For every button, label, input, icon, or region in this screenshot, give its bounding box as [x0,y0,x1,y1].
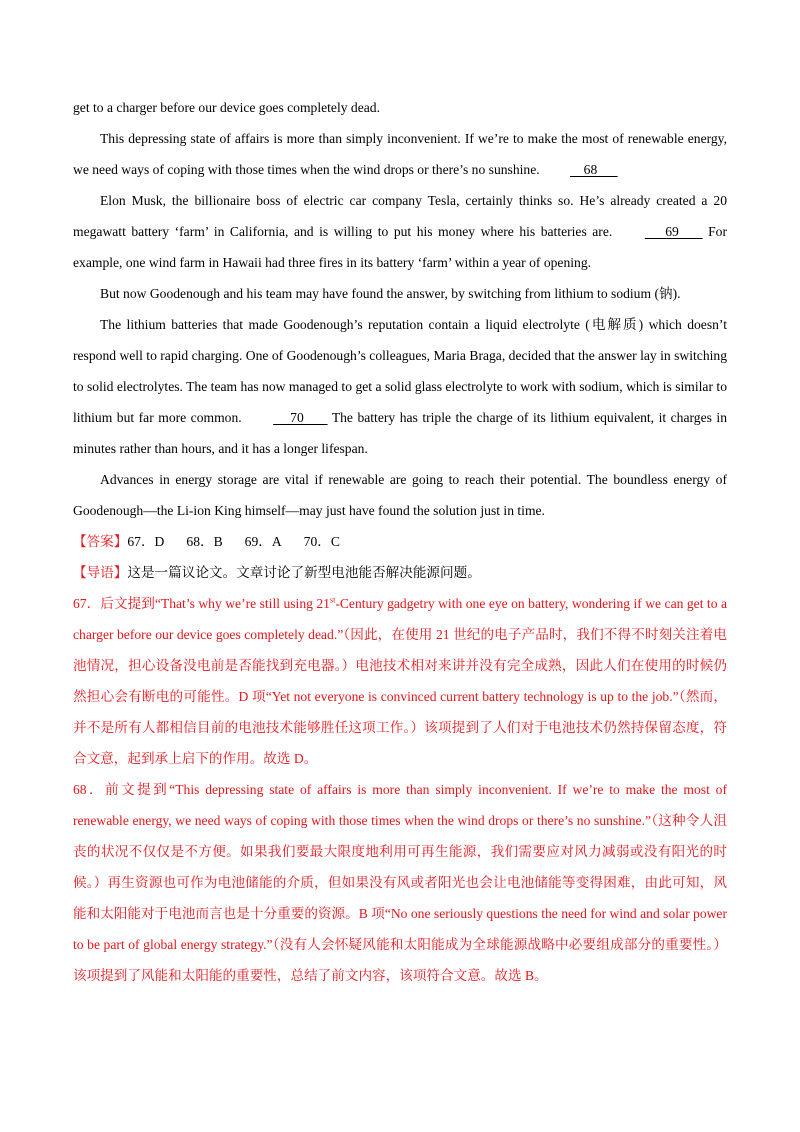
explanation-text: 67．后文提到“That’s why we’re still using 21 [73,596,330,611]
passage-paragraph-4 [73,309,727,464]
passage-text: The battery has triple the charge of its lithium equivalent, it charges in minutes rather than hours, and it has a longer lifespan. [73,410,727,456]
passage-text: Elon Musk, the billionaire boss of electric car company Tesla, certainly thinks so. He’s already created a 20 megawatt battery ‘farm’ in California, and is willing to put his money where his batteries are. [73,193,727,239]
guide-line [73,557,727,588]
passage-paragraph-0: get to a charger before our device goes completely dead. [73,100,380,115]
passage-paragraph-3: But now Goodenough and his team may have found the answer, by switching from lithium to sodium (钠). [100,286,681,301]
passage-paragraph-5: Advances in energy storage are vital if renewable are going to reach their potential. The boundless energy of Goodenough—the Li-ion King himself—may just have found the solution just in time. [73,472,727,518]
answer-item: 70．C [303,534,340,549]
guide-label: 【导语】 [73,565,128,580]
passage-paragraph-2 [73,185,727,278]
answer-item: 68．B [186,534,223,549]
explanation-text: -Century gadgetry with one eye on battery, wondering if we can get to a charger before our device goes completely dead.”（因此，在使用 21 世纪的电子产品时，我们不得不时刻关注着电池情况，担心设备没电前是否能找到充电器。）电池技术相对来讲并没有完全成熟，因此人们在使用的时候仍然担心会有断电的可能性。D 项“Yet not everyone is convinced current battery technology is up to the job.”（然而，并不是所有人都相信目前的电池技术能够胜任这项工作。）该项提到了人们对于电池技术仍然持保留态度，符合文意，起到承上启下的作用。故选 D。 [73,596,727,766]
passage-text: The lithium batteries that made Goodenough’s reputation contain a liquid electrolyte (电解质) which doesn’t respond well to rapid charging. One of Goodenough’s colleagues, Maria Braga, decided that the answer lay in switching to solid electrolytes. The team has now managed to get a solid glass electrolyte to work with sodium, which is similar to lithium but far more common. [73,317,727,425]
passage-paragraph-1 [73,123,727,185]
blank-69: 69 [644,224,703,239]
explanation-68: 68．前文提到“This depressing state of affairs is more than simply inconvenient. If we’re to make the most of renewable energy, we need ways of coping with those times when the wind drops or there’s no sunshine.”（这种令人沮丧的状况不仅仅是不方便。如果我们要最大限度地利用可再生能源，我们需要应对风力减弱或没有阳光的时候。）再生资源也可作为电池储能的介质，但如果没有风或者阳光也会让电池储能等变得困难，由此可知，风能和太阳能对于电池而言也是十分重要的资源。B 项“No one seriously questions the need for wind and solar power to be part of global energy strategy.”（没有人会怀疑风能和太阳能成为全球能源战略中必要组成部分的重要性。）该项提到了风能和太阳能的重要性，总结了前文内容，该项符合文意。故选 B。 [73,782,727,983]
answer-line [73,526,727,557]
guide-text: 这是一篇议论文。文章讨论了新型电池能否解决能源问题。 [127,565,481,580]
passage-text: This depressing state of affairs is more than simply inconvenient. If we’re to make the most of renewable energy, we need ways of coping with those times when the wind drops or there’s no sunshine. [73,131,727,177]
blank-70: 70 [273,410,328,425]
answer-item: 67．D [127,534,165,549]
document-page [73,92,727,991]
passage-text: For example, one wind farm in Hawaii had three fires in its battery ‘farm’ within a year of opening. [73,224,728,270]
answer-item: 69．A [244,534,282,549]
explanation-67 [73,588,727,774]
blank-68: 68 [570,162,618,177]
answer-label: 【答案】 [73,534,128,549]
superscript: st [329,595,336,605]
